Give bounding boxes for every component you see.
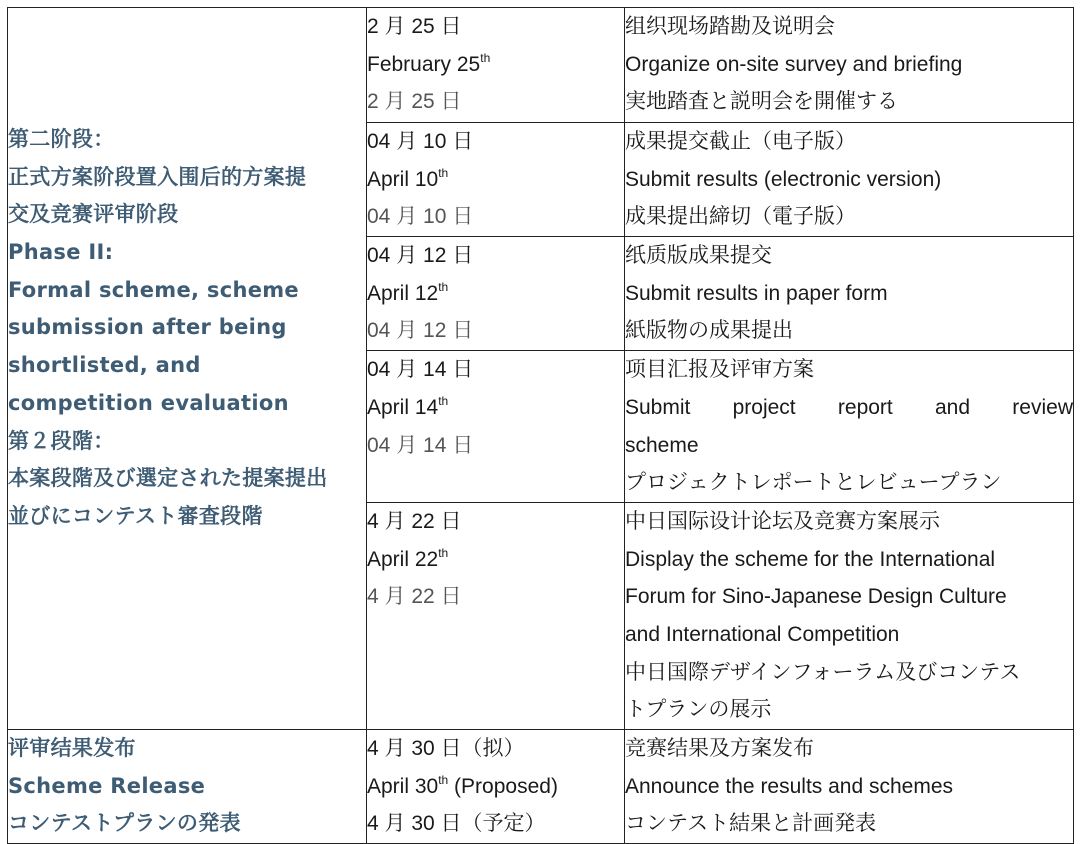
table-row [8, 8, 1074, 123]
date-cell [367, 730, 625, 844]
date-ja: 4 月 30 日（予定） [367, 812, 546, 836]
date-cell [367, 351, 625, 503]
phase-line: 並びにコンテスト審査段階 [8, 503, 263, 528]
desc-zh: 项目汇报及评审方案 [625, 358, 814, 382]
description-cell [625, 237, 1074, 351]
schedule-table [7, 7, 1074, 844]
desc-en: Submit project report and review [625, 395, 1073, 419]
date-zh: 2 月 25 日 [367, 15, 462, 38]
desc-zh: 纸质版成果提交 [625, 244, 772, 268]
phase-line: Phase II: [8, 240, 114, 265]
date-cell [367, 123, 625, 237]
desc-ja: プロジェクトレポートとレビュープラン [625, 471, 1002, 495]
desc-ja: 紙版物の成果提出 [625, 319, 793, 343]
phase-line: shortlisted, and [8, 353, 201, 378]
desc-ja: 中日国際デザインフォーラム及びコンテス [625, 660, 1021, 684]
phase-line: Formal scheme, scheme [8, 277, 299, 302]
phase-two-cell [8, 8, 367, 730]
date-en: April 10th [367, 165, 449, 191]
date-ja: 04 月 14 日 [367, 433, 474, 457]
desc-zh: 组织现场踏勘及说明会 [625, 15, 835, 38]
date-ja: 04 月 12 日 [367, 319, 474, 343]
table-row [8, 730, 1074, 844]
description-cell [625, 123, 1074, 237]
date-en: February 25th [367, 50, 491, 76]
date-cell [367, 502, 625, 729]
desc-en: Display the scheme for the International [625, 547, 996, 571]
release-line: 评审结果发布 [8, 736, 136, 760]
date-zh: 04 月 10 日 [367, 130, 474, 153]
phase-line: 正式方案阶段置入围后的方案提 [8, 164, 307, 189]
desc-en: Submit results in paper form [625, 281, 888, 305]
desc-zh: 竞赛结果及方案发布 [625, 737, 814, 760]
date-zh: 4 月 22 日 [367, 509, 462, 533]
date-ja: 4 月 22 日 [367, 585, 462, 609]
date-cell [367, 8, 625, 123]
description-cell [625, 502, 1074, 729]
date-en: April 12th [367, 279, 449, 305]
desc-zh: 中日国际设计论坛及竞赛方案展示 [625, 509, 940, 533]
description-cell [625, 351, 1074, 503]
phase-line: 交及竞赛评审阶段 [8, 202, 179, 227]
desc-ja: コンテスト結果と計画発表 [625, 812, 877, 836]
desc-en-cont: and International Competition [625, 622, 900, 646]
desc-en-cont: Forum for Sino-Japanese Design Culture [625, 585, 1007, 609]
release-cell [8, 730, 367, 844]
description-cell [625, 730, 1074, 844]
date-ja: 2 月 25 日 [367, 90, 462, 114]
date-cell [367, 237, 625, 351]
phase-line: 本案段階及び選定された提案提出 [8, 466, 328, 491]
date-zh: 04 月 12 日 [367, 244, 474, 268]
desc-en: Announce the results and schemes [625, 774, 954, 798]
desc-ja: 実地踏査と説明会を開催する [625, 90, 898, 114]
phase-line: competition evaluation [8, 390, 289, 415]
date-en: April 30th (Proposed) [367, 772, 558, 798]
phase-line: submission after being [8, 315, 287, 340]
desc-en: Organize on-site survey and briefing [625, 52, 963, 76]
desc-ja-cont: トプランの展示 [625, 698, 772, 722]
desc-en: Submit results (electronic version) [625, 167, 942, 191]
date-ja: 04 月 10 日 [367, 205, 474, 229]
date-en: April 14th [367, 393, 449, 419]
desc-en-cont: scheme [625, 433, 699, 457]
phase-line: 第二阶段： [8, 127, 115, 151]
description-cell [625, 8, 1074, 123]
desc-zh: 成果提交截止（电子版） [625, 130, 856, 153]
phase-line: 第２段階： [8, 428, 115, 453]
release-line: コンテストプランの発表 [8, 811, 241, 836]
release-line: Scheme Release [8, 773, 206, 798]
date-zh: 4 月 30 日（拟） [367, 737, 525, 760]
desc-ja: 成果提出締切（電子版） [625, 205, 856, 229]
date-zh: 04 月 14 日 [367, 358, 474, 382]
date-en: April 22th [367, 545, 449, 571]
